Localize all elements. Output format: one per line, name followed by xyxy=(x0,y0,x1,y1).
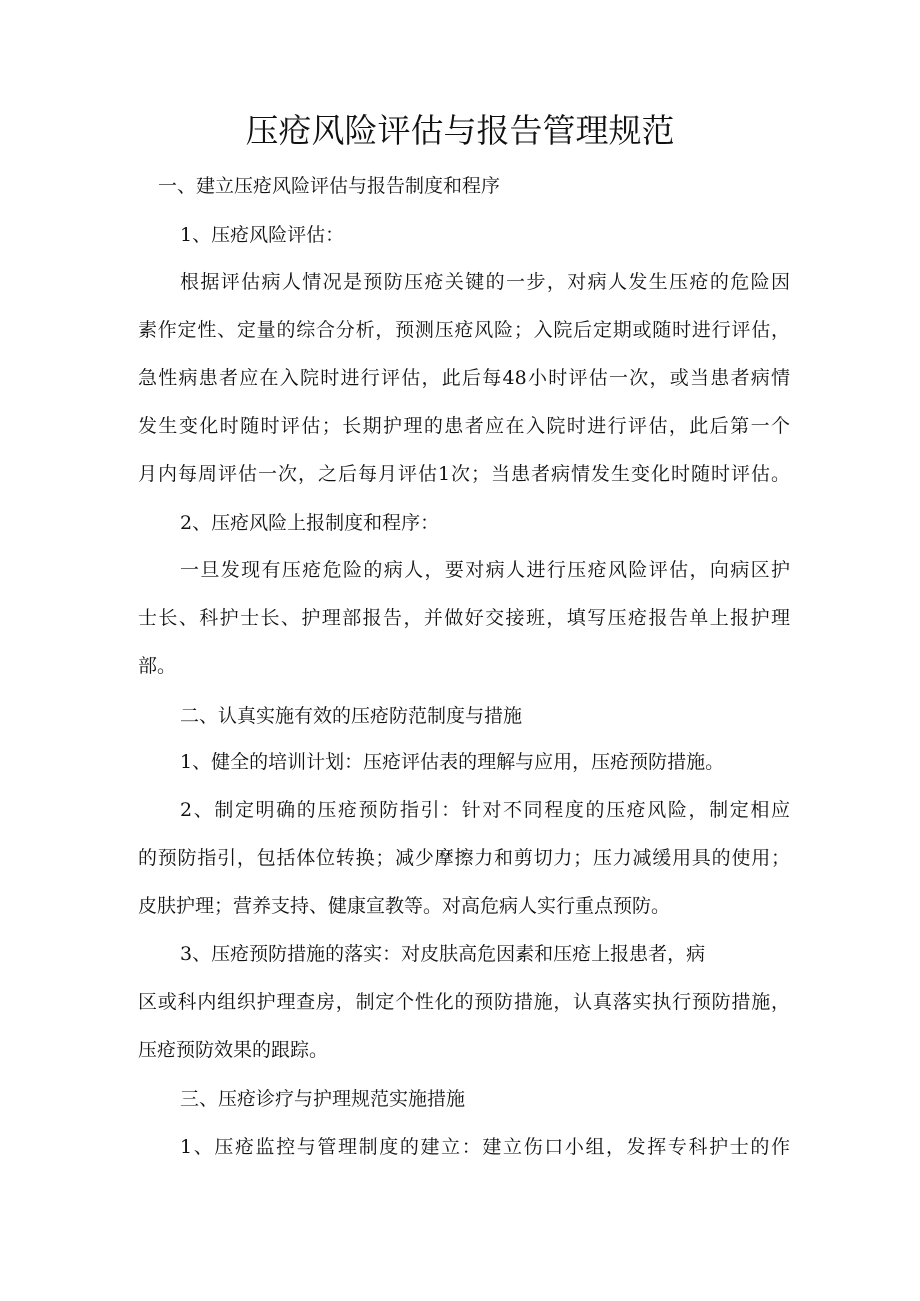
paragraph-line: 一旦发现有压疮危险的病人，要对病人进行压疮风险评估，向病区护 xyxy=(180,559,790,581)
paragraph-line: 3、压疮预防措施的落实：对皮肤高危因素和压疮上报患者，病 xyxy=(180,943,706,965)
paragraph-line: 部。 xyxy=(138,655,177,677)
paragraph-line: 士长、科护士长、护理部报告，并做好交接班，填写压疮报告单上报护理 xyxy=(138,607,790,629)
paragraph-line: 根据评估病人情况是预防压疮关键的一步，对病人发生压疮的危险因 xyxy=(180,271,790,293)
paragraph-line: 2、制定明确的压疮预防指引：针对不同程度的压疮风险，制定相应 xyxy=(180,799,790,821)
paragraph-line: 1、健全的培训计划：压疮评估表的理解与应用，压疮预防措施。 xyxy=(180,751,725,773)
paragraph-line: 发生变化时随时评估；长期护理的患者应在入院时进行评估，此后第一个 xyxy=(138,415,790,437)
section-heading-3: 三、压疮诊疗与护理规范实施措施 xyxy=(180,1088,466,1110)
paragraph-line: 的预防指引，包括体位转换；减少摩擦力和剪切力；压力减缓用具的使用； xyxy=(138,847,790,869)
paragraph-line: 压疮预防效果的跟踪。 xyxy=(138,1039,329,1061)
paragraph-line: 1、压疮监控与管理制度的建立：建立伤口小组，发挥专科护士的作 xyxy=(180,1136,790,1158)
paragraph-line: 皮肤护理；营养支持、健康宣教等。对高危病人实行重点预防。 xyxy=(138,895,671,917)
paragraph-line: 区或科内组织护理查房，制定个性化的预防措施，认真落实执行预防措施， xyxy=(138,991,790,1013)
paragraph-line: 月内每周评估一次，之后每月评估1次；当患者病情发生变化时随时评估。 xyxy=(138,463,790,485)
subheading-1-2: 2、压疮风险上报制度和程序： xyxy=(180,512,440,534)
paragraph-line: 急性病患者应在入院时进行评估，此后每48小时评估一次，或当患者病情 xyxy=(138,367,790,389)
section-heading-2: 二、认真实施有效的压疮防范制度与措施 xyxy=(180,705,523,727)
document-title: 压疮风险评估与报告管理规范 xyxy=(245,111,675,150)
paragraph-line: 素作定性、定量的综合分析，预测压疮风险；入院后定期或随时进行评估， xyxy=(138,319,790,341)
subheading-1-1: 1、压疮风险评估： xyxy=(180,224,345,246)
section-heading-1: 一、建立压疮风险评估与报告制度和程序 xyxy=(158,175,501,197)
